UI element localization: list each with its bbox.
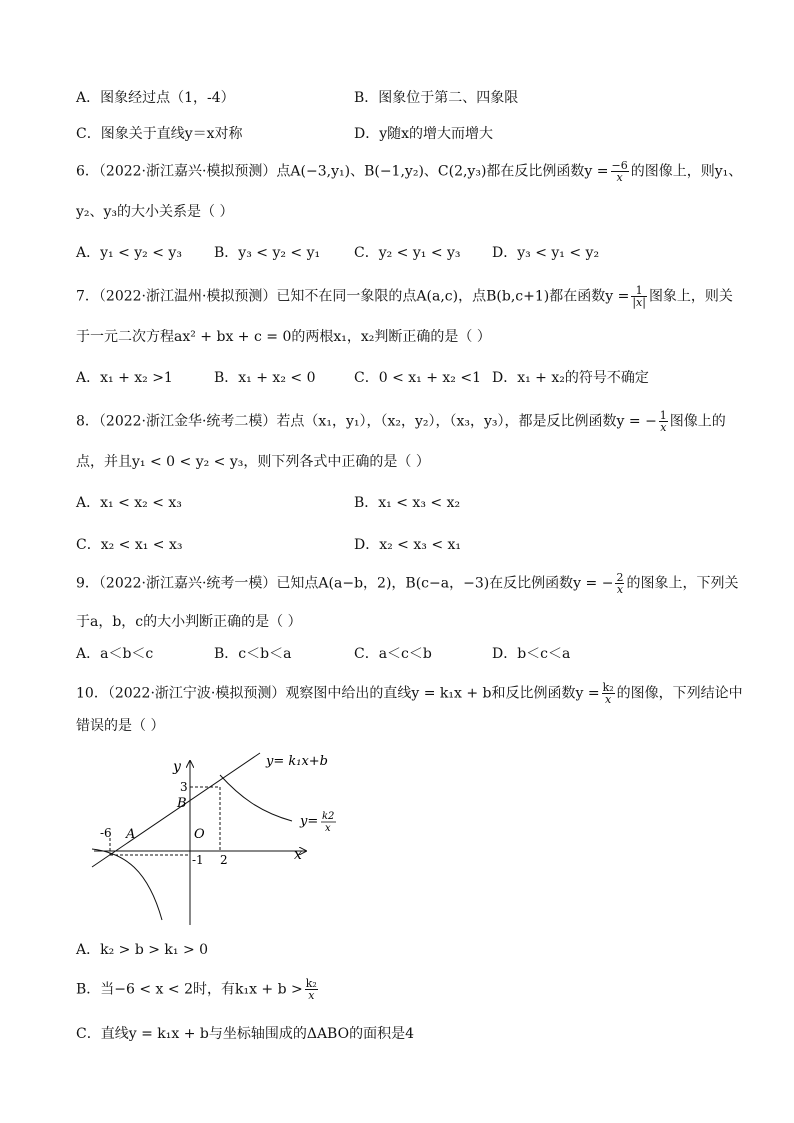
q8-stem-pre: 8．（2022·浙江金华·统考二模）若点（x₁，y₁），（x₂，y₂），（x₃，y₃），都是反比例函数y = − (76, 413, 657, 430)
q10-fraction: $\frac{\text{k₂}}{x}$ (602, 681, 614, 706)
hyperbola-branch-q1 (220, 775, 292, 821)
q5-option-a: A．图象经过点（1，-4） (76, 90, 235, 106)
q8-stem-line1 (76, 410, 726, 433)
q10-option-a: A．k₂ > b > k₁ > 0 (76, 942, 209, 958)
q6-stem-post: 的图像上，则y₁、 (630, 163, 743, 180)
label-tick-3: 3 (180, 780, 188, 794)
q7-fraction: $\frac{1}{|x|}$ (632, 284, 646, 309)
q9-stem-post: 的图象上，下列关 (626, 575, 739, 592)
q6-option-d: D．y₃ < y₁ < y₂ (492, 245, 600, 261)
q10-option-b-fraction: $\frac{\text{k₂}}{x}$ (305, 977, 317, 1002)
q10-stem-pre: 10．（2022·浙江宁波·模拟预测）观察图中给出的直线y = k₁x + b和反比例函数y = (76, 685, 600, 702)
q9-fraction: $\frac{2}{x}$ (616, 571, 624, 596)
q10-stem-line1 (76, 682, 743, 705)
label-line-eq: y= k₁x+b (266, 754, 329, 769)
label-tick-2: 2 (220, 853, 228, 867)
q8-fraction: $\frac{1}{x}$ (659, 409, 667, 434)
label-point-a: A (126, 827, 136, 842)
q7-stem-post: 图象上，则关 (648, 288, 733, 305)
label-y-axis: y (173, 759, 181, 775)
q8-stem-post: 图像上的 (669, 413, 726, 430)
q6-option-c: C．y₂ < y₁ < y₃ (354, 245, 461, 261)
q8-stem-line2: 点，并且y₁ < 0 < y₂ < y₃，则下列各式中正确的是（ ） (76, 454, 430, 470)
q7-stem-line1 (76, 285, 733, 308)
q7-option-a: A．x₁ + x₂ >1 (76, 370, 173, 386)
q5-option-d: D．y随x的增大而增大 (354, 126, 494, 142)
q9-option-a: A．a＜b＜c (76, 646, 154, 662)
label-origin: O (194, 827, 205, 842)
q7-option-d: D．x₁ + x₂的符号不确定 (492, 370, 649, 386)
q8-option-b: B．x₁ < x₃ < x₂ (354, 495, 461, 511)
q10-stem-line2: 错误的是（ ） (76, 718, 165, 734)
q9-stem-pre: 9．（2022·浙江嘉兴·统考一模）已知点A(a−b，2)，B(c−a，−3)在反比例函数y = − (76, 575, 614, 592)
q6-stem-pre: 6．（2022·浙江嘉兴·模拟预测）点A(−3,y₁)、B(−1,y₂)、C(2,y₃)都在反比例函数y = (76, 163, 609, 180)
q7-option-b: B．x₁ + x₂ < 0 (214, 370, 316, 386)
label-x-axis: x (294, 847, 302, 863)
q10-function-graph (80, 745, 340, 930)
q6-option-b: B．y₃ < y₂ < y₁ (214, 245, 321, 261)
q9-stem-line2: 于a，b，c的大小判断正确的是（ ） (76, 614, 302, 630)
q6-fraction: $\frac{-6}{x}$ (611, 159, 628, 184)
q10-option-c: C．直线y = k₁x + b与坐标轴围成的ΔABO的面积是4 (76, 1026, 414, 1042)
q9-option-b: B．c＜b＜a (214, 646, 292, 662)
q7-stem-line2: 于一元二次方程ax² + bx + c = 0的两根x₁，x₂判断正确的是（ ） (76, 329, 491, 345)
q8-option-a: A．x₁ < x₂ < x₃ (76, 495, 182, 511)
q9-stem-line1 (76, 572, 738, 595)
q7-option-c: C．0 < x₁ + x₂ <1 (354, 370, 481, 386)
q5-option-b: B．图象位于第二、四象限 (354, 90, 519, 106)
q10-stem-post: 的图像，下列结论中 (616, 685, 743, 702)
q9-option-c: C．a＜c＜b (354, 646, 432, 662)
q10-option-b-pre: B．当−6 < x < 2时，有k₁x + b > (76, 981, 303, 998)
label-tick-neg1: -1 (192, 853, 204, 867)
label-tick-neg6: -6 (100, 826, 112, 840)
label-curve-num: k2 (322, 811, 335, 822)
q6-stem-line2: y₂、y₃的大小关系是（ ） (76, 204, 234, 220)
label-curve-den: x (325, 823, 331, 834)
q10-option-b (76, 978, 320, 1001)
q5-option-c: C．图象关于直线y＝x对称 (76, 126, 243, 142)
label-curve-pre: y= (300, 814, 319, 829)
q8-option-c: C．x₂ < x₁ < x₃ (76, 537, 183, 553)
q9-option-d: D．b＜c＜a (492, 646, 571, 662)
q6-stem-line1 (76, 160, 742, 183)
label-point-b: B (177, 796, 187, 811)
q8-option-d: D．x₂ < x₃ < x₁ (354, 537, 462, 553)
q7-stem-pre: 7．（2022·浙江温州·模拟预测）已知不在同一象限的点A(a,c)，点B(b,c+1)都在函数y = (76, 288, 630, 305)
q6-option-a: A．y₁ < y₂ < y₃ (76, 245, 182, 261)
